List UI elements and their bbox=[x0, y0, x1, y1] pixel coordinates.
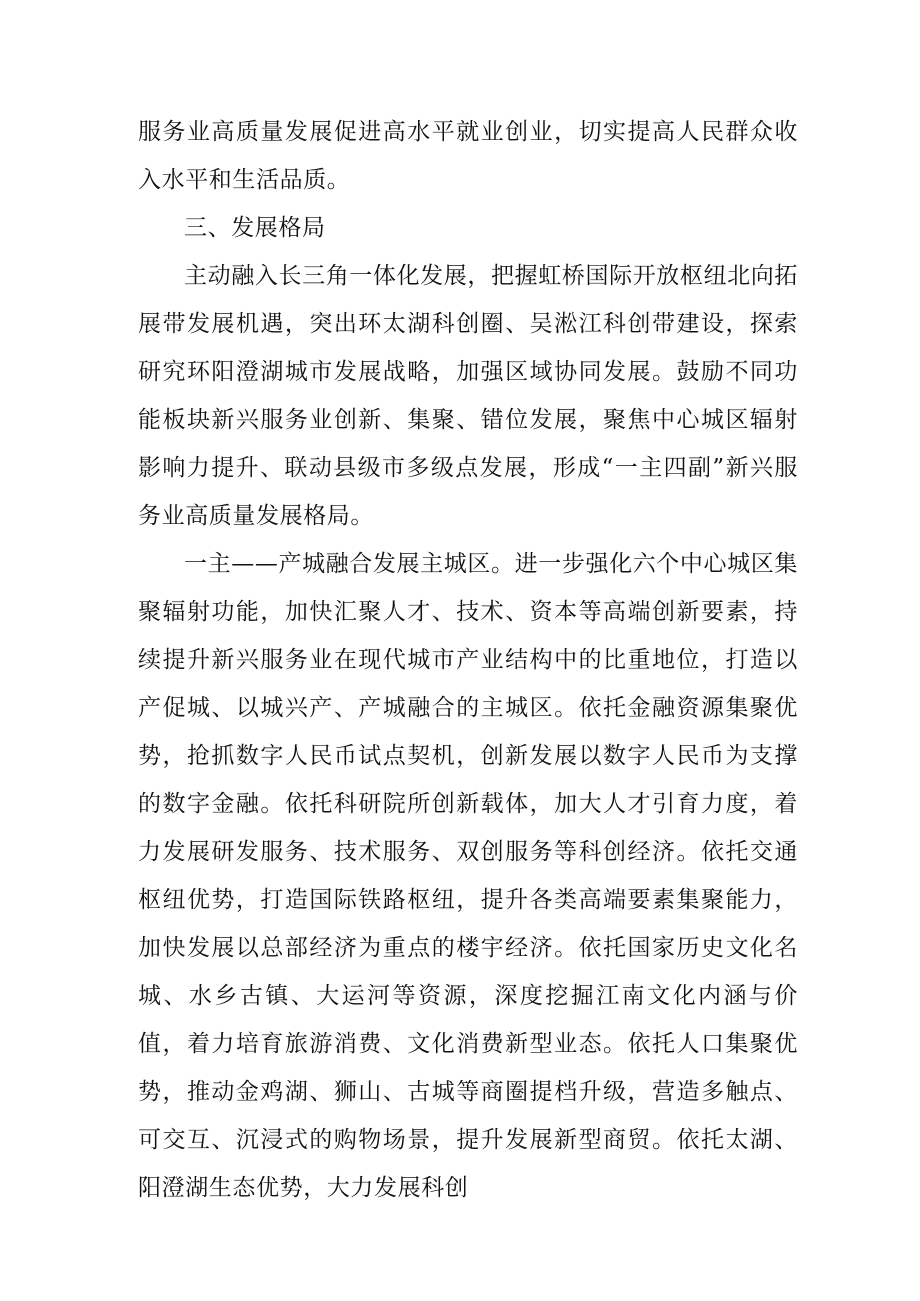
continuation-paragraph: 服务业高质量发展促进高水平就业创业，切实提高人民群众收入水平和生活品质。 bbox=[138, 119, 798, 193]
document-body bbox=[138, 108, 798, 1212]
paragraph-development-pattern: 主动融入长三角一体化发展，把握虹桥国际开放枢纽北向拓展带发展机遇，突出环太湖科创圈、吴淞江科创带建设，探索研究环阳澄湖城市发展战略，加强区域协同发展。鼓励不同功能板块新兴服务业创新、集聚、错位发展，聚焦中心城区辐射影响力提升、联动县级市多级点发展，形成“一主四副”新兴服务业高质量发展格局。 bbox=[138, 263, 798, 529]
paragraph-main-city-zone: 一主——产城融合发展主城区。进一步强化六个中心城区集聚辐射功能，加快汇聚人才、技术、资本等高端创新要素，持续提升新兴服务业在现代城市产业结构中的比重地位，打造以产促城、以城兴产、产城融合的主城区。依托金融资源集聚优势，抢抓数字人民币试点契机，创新发展以数字人民币为支撑的数字金融。依托科研院所创新载体，加大人才引育力度，着力发展研发服务、技术服务、双创服务等科创经济。依托交通枢纽优势，打造国际铁路枢纽，提升各类高端要素集聚能力，加快发展以总部经济为重点的楼宇经济。依托国家历史文化名城、水乡古镇、大运河等资源，深度挖掘江南文化内涵与价值，着力培育旅游消费、文化消费新型业态。依托人口集聚优势，推动金鸡湖、狮山、古城等商圈提档升级，营造多触点、可交互、沉浸式的购物场景，提升发展新型商贸。依托太湖、阳澄湖生态优势，大力发展科创 bbox=[138, 551, 798, 1201]
section-heading: 三、发展格局 bbox=[184, 215, 326, 241]
